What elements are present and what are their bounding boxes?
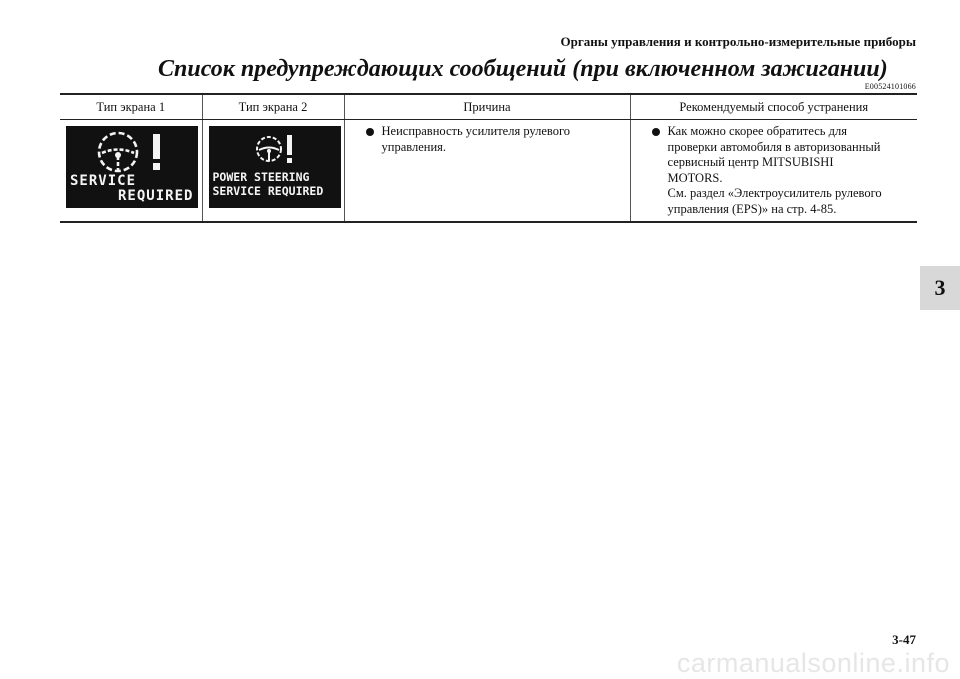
- table-header-row: [60, 94, 917, 120]
- screen-2-line-1: POWER STEERING: [212, 170, 310, 184]
- remedy-line: MOTORS.: [667, 170, 723, 185]
- cause-line: Неисправность усилителя рулевого: [381, 124, 571, 138]
- remedy-line: управления (EPS)» на стр. 4-85.: [667, 201, 837, 216]
- column-header-screen-type-2: Тип экрана 2: [202, 94, 344, 120]
- cause-cell: [344, 120, 630, 223]
- screen-2-line-2: SERVICE REQUIRED: [212, 184, 324, 198]
- watermark: carmanualsonline.info: [676, 648, 950, 678]
- screen-1-line-1: SERVICE: [70, 173, 137, 189]
- screen-type-2-cell: [202, 120, 344, 223]
- cause-line: управления.: [381, 139, 447, 154]
- remedy-line: проверки автомобиля в авторизованный: [667, 139, 881, 154]
- screen-type-1-cell: [60, 120, 202, 223]
- screen-1-line-2: REQUIRED: [118, 188, 194, 204]
- display-screen-type-1: [66, 126, 198, 208]
- remedy-line: См. раздел «Электроусилитель рулевого: [667, 186, 882, 200]
- warning-messages-table: [60, 93, 917, 223]
- bullet-icon: [366, 128, 374, 136]
- column-header-screen-type-1: Тип экрана 1: [60, 94, 202, 120]
- remedy-line: Как можно скорее обратитесь для: [667, 124, 847, 138]
- table-row: [60, 120, 917, 223]
- list-item: [651, 124, 912, 217]
- chapter-tab: 3: [920, 266, 960, 310]
- bullet-icon: [652, 128, 660, 136]
- column-header-cause: Причина: [344, 94, 630, 120]
- running-header: Органы управления и контрольно-измерительные приборы: [560, 34, 916, 49]
- list-item: [365, 124, 624, 155]
- section-code: E00524101066: [864, 82, 916, 91]
- remedy-line: сервисный центр MITSUBISHI: [667, 155, 834, 169]
- remedy-cell: [630, 120, 917, 223]
- display-screen-type-2: [209, 126, 341, 208]
- page-number: 3-47: [892, 632, 916, 647]
- section-title: Список предупреждающих сообщений (при включенном зажигании): [158, 56, 888, 82]
- column-header-remedy: Рекомендуемый способ устранения: [630, 94, 917, 120]
